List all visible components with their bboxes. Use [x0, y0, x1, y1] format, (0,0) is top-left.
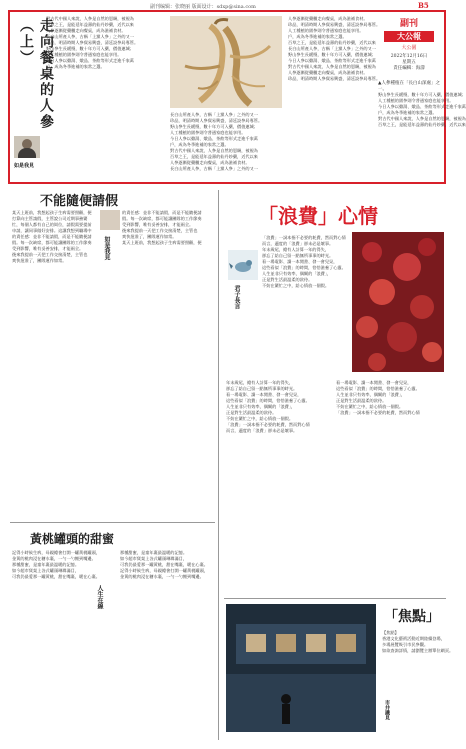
text-line: 今日人參以雞湯、燉品、茶飲等形式走進千家萬	[288, 58, 376, 63]
masthead-editor: 責任編輯：海濤	[393, 66, 425, 71]
text-line: 爽快批准了，團隊運作如常。	[122, 234, 177, 239]
text-line: 人工種植的園參則令普通家庭也能享用。	[288, 28, 364, 33]
bird-illustration	[228, 250, 258, 280]
feature-box	[8, 10, 466, 184]
text-line: 戶，成為冬季進補的家常之選。	[46, 64, 105, 69]
text-line: 受到影響，唯有妥善安排，才能兩全。	[122, 222, 194, 227]
text-line: 不妨在繁忙之中，給心情放一個假。	[336, 404, 404, 409]
column-divider	[218, 190, 219, 740]
author-portrait	[14, 136, 40, 158]
text-line: 假。每一次缺席，都可能讓團隊的工作節奏	[12, 240, 92, 245]
text-line: 打算向主管請假，主管說公司近期事務繁	[12, 216, 88, 221]
text-line: 正是對生活最溫柔的款待。	[226, 410, 277, 415]
article2-body-col1	[12, 210, 97, 520]
text-line: 對古代中國人來說，人參是自然的恩賜，被視為	[288, 64, 376, 69]
text-line: 今日人參以雞湯、燉品、茶飲等形式走進千家萬	[170, 136, 258, 141]
text-line: 假。每一次缺席，都可能讓團隊的工作節奏	[122, 216, 202, 221]
text-line: 人參逐漸從藥櫃走向餐桌，成為滋補食材。	[288, 70, 368, 75]
text-line: 「浪費」一詞本指不必要的耗費，然而對心情	[262, 235, 346, 240]
text-line: 野山參生長緩慢，數十年方可入藥，價值連城；	[170, 124, 258, 129]
text-line: 這些看似「浪費」的時間，恰恰滋養了心靈。	[226, 398, 310, 403]
text-line: 人生並非只有效率，偶爾的「浪費」，	[336, 392, 406, 397]
text-line: 如今超市貨架上各式罐頭琳瑯滿目，	[120, 556, 188, 561]
text-line: 如欲查詢詳情，請瀏覽主辦單位網頁。	[382, 648, 454, 653]
text-line: 百草之王，是能延年益壽的仙丹妙藥，近代以來	[170, 154, 258, 159]
text-line: 珍品，明清時期人參貿易興盛，清廷設參局專管。	[288, 22, 381, 27]
article2-author: 如是我見	[103, 236, 110, 260]
text-line: 野山參生長緩慢，數十年方可入藥，價值連城；	[288, 52, 376, 57]
article4-author: 君子長言	[233, 285, 240, 309]
text-line: 看一場電影、讀一本閒書、發一會兒呆，	[336, 380, 412, 385]
text-line: 那種甜蜜，是童年裏最溫暖的記憶。	[120, 550, 188, 555]
divider	[10, 522, 215, 523]
article4-body-col3	[336, 380, 444, 595]
text-line: 的責任感：並非不能請假，而是不能隨便請	[12, 234, 92, 239]
text-line: 對古代中國人來說，人參是自然的恩賜，被視為	[170, 148, 258, 153]
text-line: 戶，成為冬季進補的家常之選。	[288, 34, 347, 39]
page-code: B5	[418, 1, 429, 10]
text-line: 野山參生長緩慢，數十年方可入藥，價值連城；	[46, 46, 134, 51]
text-line: 香港文化藝術活動近期陸續登場，	[382, 636, 445, 641]
article1-body-col3	[288, 16, 381, 176]
article3-title: 黃桃罐頭的甜蜜	[30, 532, 115, 546]
text-line: 百草之王，是能延年益壽的仙丹妙藥，近代以來	[46, 22, 134, 27]
text-line: 可我仍最愛那一罐黃桃，甜在嘴裏，暖在心裏。	[120, 562, 208, 567]
article3-body-col2	[120, 550, 212, 740]
text-line: 年末歲尾，總有人計算一年的得失，	[226, 380, 294, 385]
text-line: 百草之王，是能延年益壽的仙丹妙藥，近代以來	[378, 122, 466, 127]
text-line: 申請，讓同事做好安排。這讓我想到職場中	[12, 228, 92, 233]
text-line: 看一場電影、讀一本閒書、發一會兒呆，	[262, 259, 338, 264]
article2-author-portrait	[100, 210, 120, 230]
text-line: 長白山所產人參，古稱「上黨人參」之外的又一	[170, 112, 258, 117]
text-line: 野山參生長緩慢，數十年方可入藥，價值連城；	[378, 92, 466, 97]
text-line: 記得小時候生病，母親總會打開一罐黃桃罐頭，	[12, 550, 100, 555]
text-line: 的責任感：並非不能請假，而是不能隨便請	[122, 210, 202, 215]
text-line: 人工種植的園參則令普通家庭也能享用。	[170, 130, 246, 135]
text-line: 某天上班前，我想起孩子生病需要照顧，便	[12, 210, 92, 215]
text-line: 而言，適度的「浪費」卻未必是壞事。	[262, 241, 334, 246]
article2-body-col2	[122, 210, 212, 520]
text-line: 百草之王，是能延年益壽的仙丹妙藥，近代以來	[288, 40, 376, 45]
text-line: 不妨在繁忙之中，給心情放一個假。	[226, 416, 294, 421]
article5-author: 市井識見	[384, 700, 390, 720]
text-line: 人參逐漸從藥櫃走向餐桌，成為滋補食材。	[170, 160, 250, 165]
ginseng-photo	[170, 16, 282, 108]
text-line: 「浪費」一詞本指不必要的耗費，然而對心情	[336, 410, 420, 415]
masthead	[378, 16, 440, 74]
text-line: 而言，適度的「浪費」卻未必是壞事。	[226, 428, 298, 433]
masthead-date: 2022年12月16日	[390, 54, 428, 59]
text-line: 今日人參以雞湯、燉品、茶飲等形式走進千家萬	[378, 104, 466, 109]
museum-photo	[226, 604, 376, 732]
text-line: 長白山所產人參，古稱「上黨人參」之外的又一	[288, 46, 376, 51]
article1-body-col4	[378, 92, 466, 176]
article1-body-cont	[170, 112, 282, 176]
text-line: 這些看似「浪費」的時間，恰恰滋養了心靈。	[262, 265, 346, 270]
text-line: 人生並非只有效率，偶爾的「浪費」，	[262, 271, 332, 276]
text-line: 看一場電影、讀一本閒書、發一會兒呆，	[226, 392, 302, 397]
masthead-weekday: 星期五	[402, 60, 416, 65]
article1-title: 走向餐桌的人參（上）	[18, 18, 54, 130]
text-line: 記得小時候生病，母親總會打開一罐黃桃罐頭，	[120, 568, 208, 573]
text-line: 受到影響，唯有妥善安排，才能兩全。	[12, 246, 84, 251]
text-line: 可我仍最愛那一罐黃桃，甜在嘴裏，暖在心裏。	[12, 574, 100, 579]
text-line: 忙，每個人都有自己的崗位，請假需要提前	[12, 222, 92, 227]
text-line: 戶，成為冬季進補的家常之選。	[170, 142, 229, 147]
article1-body	[46, 16, 164, 176]
text-line: 如今超市貨架上各式罐頭琳瑯滿目，	[12, 568, 80, 573]
text-line: 這些看似「浪費」的時間，恰恰滋養了心靈。	[336, 386, 420, 391]
article4-body-col2	[226, 380, 332, 595]
text-line: 後來我提前一天把工作交接清楚，主管也	[122, 228, 198, 233]
text-line: 人參逐漸從藥櫃走向餐桌，成為滋補食材。	[46, 28, 126, 33]
text-line: 對古代中國人來說，人參是自然的恩賜，被視為	[378, 116, 466, 121]
text-line: 某天上班前，我想起孩子生病需要照顧，便	[122, 240, 202, 245]
text-line: 正是對生活最溫柔的款待。	[262, 277, 313, 282]
text-line: 卻忘了給自己留一點無所事事的時光。	[262, 253, 334, 258]
text-line: 珍品，明清時期人參貿易興盛，清廷設參局專管。	[170, 118, 263, 123]
text-line: 多場展覽吸引市民參觀。	[382, 642, 429, 647]
masthead-paper: 大公報	[384, 31, 434, 42]
text-line: 戶，成為冬季進補的家常之選。	[378, 110, 437, 115]
article4-title: 「浪費」心情	[258, 204, 378, 228]
text-line: 長白山所產人參，古稱「上黨人參」之外的又一	[170, 166, 258, 171]
text-line: 人工種植的園參則令普通家庭也能享用。	[378, 98, 454, 103]
text-line: 年末歲尾，總有人計算一年的得失，	[262, 247, 330, 252]
text-line: 後來我提前一天把工作交接清楚，主管也	[12, 252, 88, 257]
text-line: 人生並非只有效率，偶爾的「浪費」，	[226, 404, 296, 409]
article1-caption: ▲人參種植在「長白山深處」之一。	[378, 81, 440, 92]
text-line: 正是對生活最溫柔的款待。	[336, 398, 387, 403]
red-leaves-photo	[352, 232, 444, 372]
header-contact: 副刊编辑：张晓丽 版面设计：sdxp@sina.com	[150, 4, 256, 10]
article5-title: 「焦點」	[384, 609, 440, 625]
text-line: 【焦點】	[382, 630, 399, 635]
masthead-name: 副刊	[399, 19, 418, 29]
article4-body-col1	[262, 235, 348, 375]
text-line: 珍品，明清時期人參貿易興盛，清廷設參局專管。	[46, 40, 139, 45]
text-line: 人工種植的園參則令普通家庭也能享用。	[46, 52, 122, 57]
divider	[224, 598, 446, 599]
text-line: 今日人參以雞湯、燉品、茶飲等形式走進千家萬	[46, 58, 134, 63]
text-line: 爽快批准了，團隊運作如常。	[12, 258, 67, 263]
text-line: 珍品，明清時期人參貿易興盛，清廷設參局專管。	[288, 76, 381, 81]
article1-author: 如是我見	[14, 163, 35, 169]
masthead-section: 大公園	[401, 45, 417, 51]
article2-title: 不能隨便請假	[40, 194, 119, 209]
article5-body	[382, 630, 454, 700]
text-line: 卻忘了給自己留一點無所事事的時光。	[226, 386, 298, 391]
text-line: 「浪費」一詞本指不必要的耗費，然而對心情	[226, 422, 310, 427]
text-line: 金黃的桃肉浸在糖水裏，一勺一勺餵到嘴邊。	[12, 556, 96, 561]
text-line: 對古代中國人來說，人參是自然的恩賜，被視為	[46, 16, 134, 21]
article3-author: 人生在線	[96, 585, 103, 609]
text-line: 不妨在繁忙之中，給心情放一個假。	[262, 283, 330, 288]
text-line: 人參逐漸從藥櫃走向餐桌，成為滋補食材。	[288, 16, 368, 21]
text-line: 金黃的桃肉浸在糖水裏，一勺一勺餵到嘴邊。	[120, 574, 204, 579]
text-line: 長白山所產人參，古稱「上黨人參」之外的又一	[46, 34, 134, 39]
text-line: 那種甜蜜，是童年裏最溫暖的記憶。	[12, 562, 80, 567]
